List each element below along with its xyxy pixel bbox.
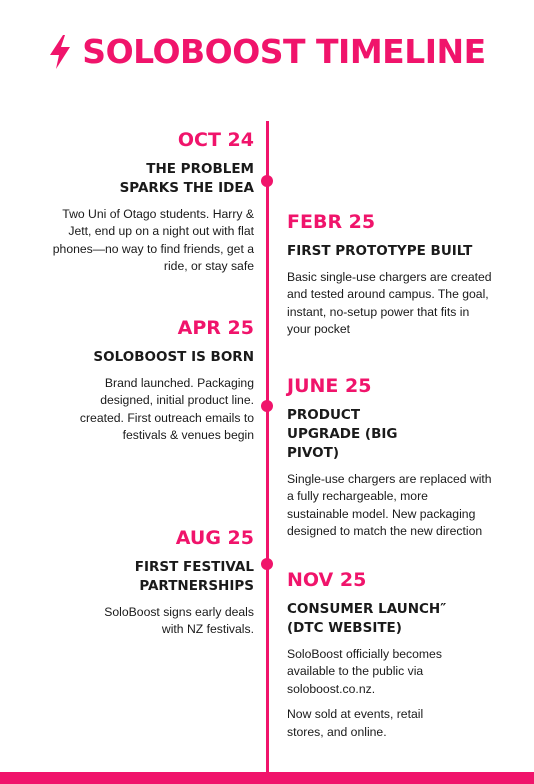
entry-date: OCT 24 [177, 129, 254, 151]
entry-date: APR 25 [177, 317, 254, 339]
entry-heading: FIRST FESTIVAL PARTNERSHIPS [134, 558, 254, 594]
entry-body: Brand launched. Packaging designed, initial product line. created. First outreach emails to festivals & venues begin [79, 375, 254, 443]
page-title [0, 32, 534, 71]
entry-date: FEBR 25 [287, 211, 376, 233]
entry-heading: SOLOBOOST IS BORN [93, 348, 254, 365]
timeline-dot-aug-25 [261, 558, 273, 570]
timeline-axis [266, 121, 269, 772]
entry-body: Two Uni of Otago students. Harry & Jett, end up on a night out with flat phones—no way to find friends, get a ride, or stay safe [52, 206, 254, 274]
footer-bar [0, 772, 534, 784]
entry-body: Basic single-use chargers are created and tested around campus. The goal, instant, no-setup power that fits in your pocket [287, 269, 492, 337]
entry-body-extra: Now sold at events, retail stores, and online. [287, 707, 424, 739]
page-title-text: SOLOBOOST TIMELINE [82, 32, 486, 71]
entry-heading: THE PROBLEM SPARKS THE IDEA [119, 160, 254, 196]
timeline-entry-febr-25 [287, 212, 492, 339]
entry-heading: PRODUCT UPGRADE (BIG PIVOT) [287, 406, 398, 461]
entry-heading: FIRST PROTOTYPE BUILT [287, 242, 473, 259]
timeline-entry-nov-25 [287, 570, 492, 741]
timeline-dot-oct-24 [261, 175, 273, 187]
entry-date: AUG 25 [175, 527, 254, 549]
timeline-entry-oct-24 [40, 130, 254, 276]
entry-heading: CONSUMER LAUNCH″ (DTC WEBSITE) [287, 600, 447, 636]
timeline-entry-apr-25 [40, 318, 254, 445]
entry-body: Single-use chargers are replaced with a fully rechargeable, more sustainable model. New packaging designed to match the new direction [287, 471, 492, 539]
timeline-dot-june-25 [261, 400, 273, 412]
timeline-entry-june-25 [287, 376, 492, 541]
entry-date: NOV 25 [287, 569, 367, 591]
timeline-entry-aug-25 [40, 528, 254, 639]
entry-date: JUNE 25 [287, 375, 372, 397]
entry-body: SoloBoost signs early deals with NZ festivals. [104, 604, 254, 637]
lightning-bolt-icon [48, 34, 72, 70]
entry-body: SoloBoost officially becomes available to the public via soloboost.co.nz. [287, 646, 442, 696]
